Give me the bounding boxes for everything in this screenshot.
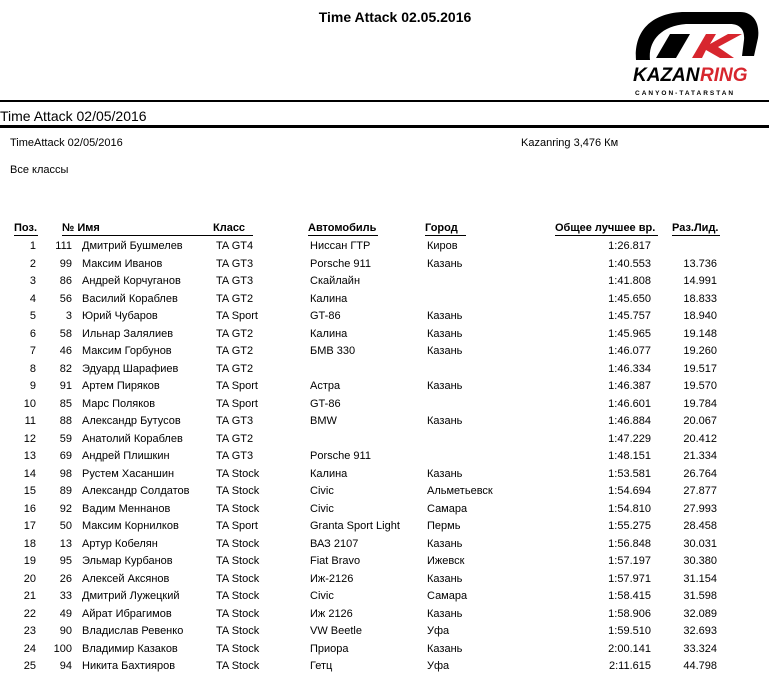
cell-class: TA Stock [216,485,260,497]
table-row [0,293,769,310]
cell-class: TA GT2 [216,327,254,340]
cell-city: Уфа [427,660,450,672]
cell-class: TA Stock [216,660,260,672]
cell-name: Рустем Хасаншин [82,467,175,480]
cell-name: Василий Кораблев [82,292,178,305]
cell-city: Казань [427,572,463,585]
cell-class: TA Stock [216,555,260,567]
col-city: Город [425,222,466,236]
cell-name: Александр Солдатов [82,485,190,497]
svg-text:CANYON-TATARSTAN: CANYON-TATARSTAN [635,90,736,97]
cell-city: Казань [427,257,463,270]
cell-name: Анатолий Кораблев [82,432,183,445]
cell-class: TA Stock [216,502,260,515]
table-row [0,485,769,502]
cell-car: Civic [310,485,334,497]
table-row [0,503,769,520]
cell-gap: 32.693 [683,625,717,637]
cell-car: Калина [310,467,348,480]
cell-gap: 30.031 [683,537,717,550]
table-row [0,643,769,660]
cell-class: TA Stock [216,642,260,655]
cell-name: Максим Иванов [82,257,163,270]
cell-city: Киров [427,240,458,252]
cell-best: 1:46.884 [608,415,651,427]
cell-gap: 31.154 [683,572,717,585]
cell-class: TA GT4 [216,240,254,252]
cell-name: Алексей Аксянов [82,572,170,585]
cell-best: 1:53.581 [608,467,651,480]
cell-city: Казань [427,607,463,620]
page-title: Time Attack 02.05.2016 [318,9,472,25]
class-filter: Все классы [10,164,69,176]
cell-name: Ильнар Залялиев [82,327,174,340]
cell-best: 1:54.694 [608,485,651,497]
table-row [0,345,769,362]
cell-pos: 2 [29,257,36,270]
cell-num: 82 [59,362,72,375]
col-class: Класс [213,222,253,236]
cell-gap: 20.412 [683,432,717,445]
cell-best: 1:57.197 [608,555,651,567]
cell-num: 13 [59,537,72,550]
cell-pos: 21 [23,590,36,602]
cell-class: TA Sport [216,397,258,410]
table-row [0,258,769,275]
cell-pos: 15 [23,485,36,497]
cell-car: Porsche 911 [310,257,371,270]
cell-pos: 6 [29,327,36,340]
cell-num: 95 [59,555,72,567]
cell-car: Калина [310,292,348,305]
svg-text:RING: RING [700,65,748,86]
cell-num: 56 [59,292,72,305]
cell-num: 46 [59,345,72,357]
cell-gap: 32.089 [683,607,717,620]
cell-class: TA GT2 [216,432,254,445]
cell-class: TA Stock [216,467,260,480]
cell-class: TA GT3 [216,275,254,287]
cell-car: Приора [310,642,349,655]
cell-name: Марс Поляков [82,397,156,410]
cell-num: 91 [59,380,72,392]
cell-num: 90 [59,625,72,637]
table-row [0,573,769,590]
cell-best: 1:48.151 [608,450,651,462]
cell-num: 33 [59,590,72,602]
cell-name: Владимир Казаков [82,642,178,655]
cell-city: Пермь [427,520,461,532]
cell-car: Ниссан ГТР [310,240,371,252]
cell-best: 1:58.906 [608,607,651,620]
table-row [0,450,769,467]
cell-city: Самара [427,590,468,602]
cell-name: Артур Кобелян [82,537,158,550]
cell-pos: 18 [23,537,36,550]
cell-name: Вадим Меннанов [82,502,171,515]
cell-best: 1:54.810 [608,502,651,515]
cell-best: 1:45.965 [608,327,651,340]
cell-city: Казань [427,310,463,322]
cell-pos: 3 [29,275,36,287]
cell-pos: 19 [23,555,36,567]
cell-class: TA GT2 [216,345,254,357]
cell-class: TA Stock [216,625,260,637]
cell-best: 1:55.275 [608,520,651,532]
cell-best: 1:59.510 [608,625,651,637]
cell-class: TA GT2 [216,292,254,305]
cell-best: 1:56.848 [608,537,651,550]
cell-gap: 18.833 [683,292,717,305]
header-rule-top [0,100,769,102]
table-row [0,625,769,642]
table-row [0,240,769,257]
cell-car: Porsche 911 [310,450,371,462]
col-best: Общее лучшее вр. [555,222,658,236]
cell-gap: 19.260 [683,345,717,357]
table-row [0,415,769,432]
table-row [0,660,769,677]
cell-gap: 19.517 [683,362,717,375]
cell-pos: 13 [23,450,36,462]
cell-car: GT-86 [310,310,341,322]
cell-class: TA Sport [216,380,258,392]
cell-city: Казань [427,415,463,427]
header-rule-bottom [0,125,769,128]
col-gap: Раз.Лид. [672,222,719,234]
cell-car: Скайлайн [310,275,361,287]
cell-name: Эдуард Шарафиев [82,362,179,375]
table-row [0,555,769,572]
cell-city: Казань [427,345,463,357]
cell-class: TA Sport [216,520,258,532]
cell-car: БМВ 330 [310,345,356,357]
cell-best: 1:58.415 [608,590,651,602]
cell-num: 98 [59,467,72,480]
cell-pos: 23 [23,625,36,637]
cell-pos: 8 [29,362,36,375]
cell-gap: 26.764 [683,467,717,480]
cell-gap: 28.458 [683,520,717,532]
table-row [0,608,769,625]
cell-gap: 30.380 [683,555,717,567]
cell-num: 3 [65,310,72,322]
cell-num: 89 [59,485,72,497]
cell-class: TA GT2 [216,362,254,375]
cell-class: TA GT3 [216,257,254,270]
cell-best: 1:45.650 [608,292,651,305]
cell-car: BMW [310,415,337,427]
cell-pos: 17 [23,520,36,532]
cell-city: Казань [427,537,463,550]
cell-car: Fiat Bravo [310,555,361,567]
cell-city: Казань [427,327,463,340]
cell-pos: 25 [23,660,36,672]
cell-gap: 27.993 [683,502,717,515]
cell-class: TA GT3 [216,450,254,462]
cell-best: 1:57.971 [608,572,651,585]
cell-car: Калина [310,327,348,340]
cell-gap: 19.570 [683,380,717,392]
table-row [0,468,769,485]
cell-name: Юрий Чубаров [82,310,158,322]
table-row [0,363,769,380]
table-row [0,538,769,555]
cell-gap: 33.324 [683,642,717,655]
cell-pos: 24 [23,642,36,655]
cell-pos: 4 [29,292,36,305]
cell-best: 1:46.334 [608,362,651,375]
cell-best: 1:45.757 [608,310,651,322]
cell-name: Дмитрий Бушмелев [82,240,183,252]
table-row [0,520,769,537]
cell-name: Дмитрий Лужецкий [82,590,180,602]
cell-pos: 11 [24,415,36,427]
cell-best: 1:46.601 [608,397,651,410]
cell-name: Андрей Плишкин [82,450,170,462]
cell-num: 92 [59,502,72,515]
table-row [0,433,769,450]
cell-pos: 10 [23,397,36,410]
table-row [0,590,769,607]
cell-best: 2:11.615 [608,660,651,672]
cell-car: Иж-2126 [310,572,354,585]
cell-car: GT-86 [310,397,341,410]
cell-pos: 7 [29,345,36,357]
cell-class: TA Stock [216,607,260,620]
cell-pos: 5 [29,310,36,322]
col-num: № Имя [62,222,213,236]
cell-num: 58 [59,327,72,340]
cell-name: Максим Корнилков [82,520,179,532]
table-row [0,310,769,327]
cell-num: 86 [59,275,72,287]
cell-best: 1:41.808 [608,275,651,287]
cell-pos: 9 [29,380,36,392]
table-row [0,380,769,397]
report-subtitle: Time Attack 02/05/2016 [0,108,147,124]
cell-num: 99 [59,257,72,270]
cell-num: 88 [59,415,72,427]
cell-class: TA Stock [216,572,260,585]
cell-pos: 20 [23,572,36,585]
table-row [0,328,769,345]
cell-name: Никита Бахтияров [82,660,176,672]
cell-num: 59 [59,432,72,445]
kazanring-logo [630,4,764,98]
col-car: Автомобиль [308,222,377,234]
cell-name: Александр Бутусов [82,415,181,427]
table-row [0,275,769,292]
col-pos: Поз. [14,222,38,234]
cell-gap: 18.940 [683,310,717,322]
cell-car: Civic [310,590,334,602]
cell-class: TA Stock [216,590,260,602]
cell-best: 1:46.077 [608,345,651,357]
cell-car: Астра [310,380,341,392]
cell-name: Владислав Ревенко [82,625,184,637]
cell-name: Артем Пиряков [82,380,160,392]
cell-gap: 14.991 [683,275,717,287]
cell-name: Максим Горбунов [82,345,172,357]
cell-num: 49 [59,607,72,620]
cell-gap: 21.334 [683,450,717,462]
cell-num: 69 [59,450,72,462]
cell-gap: 13.736 [683,257,717,270]
cell-gap: 19.148 [683,327,717,340]
cell-pos: 14 [23,467,36,480]
cell-city: Казань [427,642,463,655]
cell-car: VW Beetle [310,625,362,637]
cell-pos: 22 [23,607,36,620]
cell-num: 94 [59,660,72,672]
cell-name: Айрат Ибрагимов [82,607,172,620]
cell-pos: 1 [29,240,36,252]
table-row [0,398,769,415]
cell-class: TA GT3 [216,415,254,427]
cell-city: Альметьевск [427,485,493,497]
cell-num: 100 [53,642,72,655]
cell-gap: 31.598 [683,590,717,602]
cell-num: 50 [59,520,72,532]
svg-text:KAZAN: KAZAN [633,65,700,86]
cell-num: 85 [59,397,72,410]
cell-name: Андрей Корчуганов [82,275,181,287]
cell-class: TA Sport [216,310,258,322]
cell-gap: 44.798 [683,660,717,672]
cell-car: Civic [310,502,334,515]
cell-car: Гетц [310,660,333,672]
cell-pos: 16 [23,502,36,515]
cell-class: TA Stock [216,537,260,550]
cell-car: ВАЗ 2107 [310,537,359,550]
track-info: Kazanring 3,476 Км [521,137,619,149]
cell-num: 26 [59,572,72,585]
cell-best: 1:26.817 [608,240,651,252]
cell-name: Эльмар Курбанов [82,555,173,567]
cell-city: Уфа [427,625,450,637]
cell-gap: 19.784 [683,397,717,410]
cell-city: Самара [427,502,468,515]
cell-best: 1:46.387 [608,380,651,392]
cell-gap: 20.067 [683,415,717,427]
cell-num: 111 [55,240,72,252]
event-name: TimeAttack 02/05/2016 [10,137,123,149]
cell-city: Казань [427,380,463,392]
cell-city: Казань [427,467,463,480]
cell-best: 1:47.229 [608,432,651,445]
cell-car: Granta Sport Light [310,520,400,532]
cell-best: 1:40.553 [608,257,651,270]
cell-city: Ижевск [427,555,465,567]
cell-gap: 27.877 [683,485,717,497]
cell-pos: 12 [23,432,36,445]
cell-car: Иж 2126 [310,607,353,620]
cell-best: 2:00.141 [608,642,651,655]
